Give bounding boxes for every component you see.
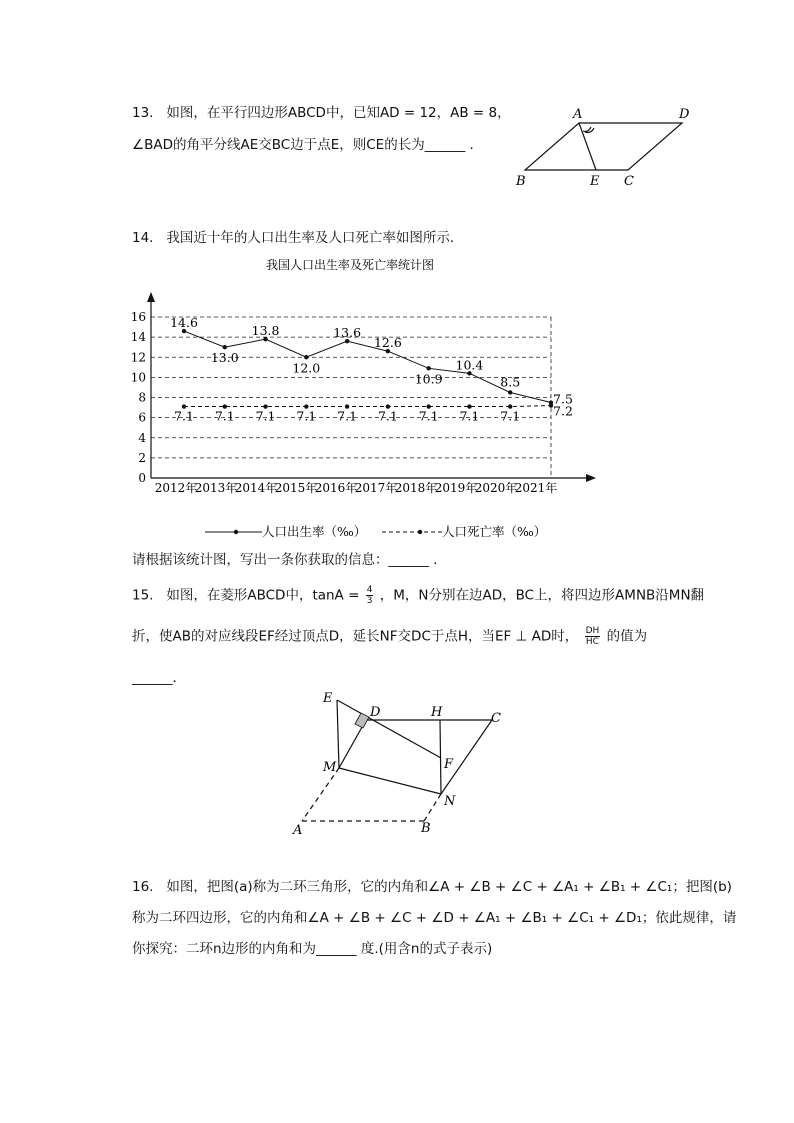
q14-number: 14. xyxy=(132,230,154,246)
q15-line3: ______． xyxy=(132,670,186,686)
death-rate-label: 7.1 xyxy=(255,408,276,424)
label-D15: D xyxy=(370,705,381,720)
x-tick-label: 2015年 xyxy=(274,481,318,495)
label-C15: C xyxy=(491,711,501,726)
q16-number: 16. xyxy=(132,879,154,895)
death-rate-label: 7.1 xyxy=(337,408,358,424)
x-tick-label: 2013年 xyxy=(194,481,238,495)
label-A15: A xyxy=(293,823,303,838)
x-tick-label: 2021年 xyxy=(514,481,558,495)
q15-text-2a: 折，使AB的对应线段EF经过顶点D，延长NF交DC于点H，当EF ⊥ AD时， xyxy=(132,628,579,645)
x-tick-label: 2018年 xyxy=(394,481,438,495)
label-E: E xyxy=(590,174,600,189)
death-rate-label: 7.1 xyxy=(214,408,235,424)
y-tick-label: 10 xyxy=(130,370,146,385)
label-E15: E xyxy=(323,691,333,706)
q16-text-line3: 你探究：二环n边形的内角和为______ 度.(用含n的式子表示) xyxy=(132,941,493,957)
q15-number: 15. xyxy=(132,587,154,604)
q13-number: 13. xyxy=(132,105,154,121)
birth-rate-label: 13.8 xyxy=(251,323,280,339)
y-tick-label: 8 xyxy=(138,390,146,405)
x-tick-label: 2017年 xyxy=(354,481,398,495)
seg-ef xyxy=(337,700,441,758)
seg-ma-dashed xyxy=(302,768,339,821)
birth-rate-label: 13.6 xyxy=(333,325,362,341)
q14-question: 请根据该统计图，写出一条你获取的信息：______ ． xyxy=(132,552,447,568)
label-N15: N xyxy=(444,794,456,809)
birth-rate-label: 10.9 xyxy=(414,371,443,387)
q15-text-2b: 的值为 xyxy=(606,628,648,645)
x-tick-label: 2020年 xyxy=(474,481,518,495)
birth-rate-label: 8.5 xyxy=(500,374,521,390)
chart-title: 我国人口出生率及死亡率统计图 xyxy=(265,258,435,272)
y-tick-label: 2 xyxy=(138,450,146,465)
death-rate-label: 7.1 xyxy=(418,408,439,424)
q13-text-line1: 如图，在平行四边形ABCD中，已知AD = 12，AB = 8， xyxy=(166,105,511,121)
x-tick-label: 2014年 xyxy=(234,481,278,495)
q15-text-1b: ，M，N分别在边AD，BC上，将四边形AMNB沿MN翻 xyxy=(379,587,705,604)
x-tick-label: 2012年 xyxy=(154,481,198,495)
label-D: D xyxy=(679,107,690,122)
q16-line1 xyxy=(132,877,732,897)
death-rate-label: 7.1 xyxy=(377,408,398,424)
birth-rate-label: 12.6 xyxy=(373,335,402,351)
x-tick-label: 2016年 xyxy=(314,481,358,495)
birth-rate-label: 14.6 xyxy=(170,315,198,331)
death-rate-label: 7.2 xyxy=(553,403,573,419)
y-tick-label: 16 xyxy=(130,310,146,324)
seg-bn-dashed xyxy=(424,794,441,821)
birth-rate-label: 10.4 xyxy=(455,357,484,373)
y-tick-label: 12 xyxy=(130,350,146,365)
frac-numerator: 4 xyxy=(366,585,373,595)
label-M15: M xyxy=(323,760,337,775)
death-rate-label: 7.1 xyxy=(459,408,480,424)
label-B15: B xyxy=(421,821,431,836)
birth-rate-label: 12.0 xyxy=(292,360,321,376)
legend-death-label: 人口死亡率（‰） xyxy=(442,524,547,539)
seg-fnh xyxy=(440,720,441,794)
death-rate-label: 7.1 xyxy=(500,408,521,424)
seg-mn xyxy=(339,768,441,794)
death-rate-label: 7.1 xyxy=(296,408,317,424)
label-H15: H xyxy=(431,705,443,720)
x-tick-label: 2019年 xyxy=(434,481,478,495)
seg-em xyxy=(337,700,339,768)
frac2-denominator: HC xyxy=(585,637,599,647)
y-tick-label: 0 xyxy=(138,471,146,485)
death-rate-label: 7.1 xyxy=(174,408,194,424)
q16-text-line1: 如图，把图(a)称为二环三角形，它的内角和∠A + ∠B + ∠C + ∠A₁ + ∠B₁ + ∠C₁；把图(b) xyxy=(166,879,732,895)
y-tick-label: 4 xyxy=(138,430,146,445)
birth-rate-label: 13.0 xyxy=(210,350,239,366)
label-A: A xyxy=(573,107,583,122)
q13-text-line2: ∠BAD的角平分线AE交BC边于点E，则CE的长为______ ． xyxy=(132,137,483,153)
y-tick-label: 6 xyxy=(138,410,146,425)
q15-text-1a: 如图，在菱形ABCD中，tanA = xyxy=(166,587,360,604)
frac2-numerator: DH xyxy=(585,626,600,636)
birth-rate-label: 7.5 xyxy=(553,391,573,407)
q14-text: 我国近十年的人口出生率及人口死亡率如图所示． xyxy=(166,230,464,246)
right-angle-mark xyxy=(355,713,369,728)
frac-denominator: 3 xyxy=(366,596,373,606)
q16-text-line2: 称为二环四边形，它的内角和∠A + ∠B + ∠C + ∠D + ∠A₁ + ∠B₁ + ∠C₁ + ∠D₁；依此规律，请 xyxy=(132,910,737,926)
legend-birth-label: 人口出生率（‰） xyxy=(262,524,367,539)
label-C: C xyxy=(624,174,634,189)
label-B: B xyxy=(516,174,526,189)
y-tick-label: 14 xyxy=(130,330,146,345)
label-F15: F xyxy=(444,757,454,772)
